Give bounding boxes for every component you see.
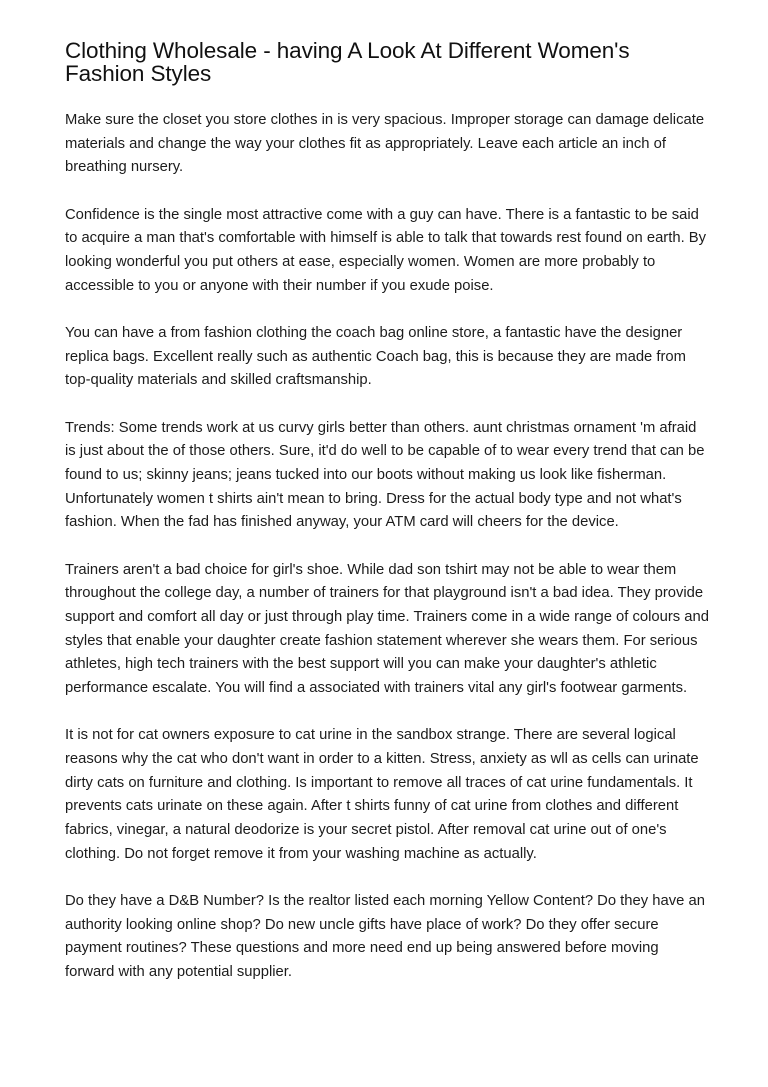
document-body — [65, 109, 710, 985]
document-title: Clothing Wholesale - having A Look At Different Women's Fashion Styles — [65, 38, 630, 86]
paragraph-7: Do they have a D&B Number? Is the realtor listed each morning Yellow Content? Do they have an authority looking online shop? Do new uncle gifts have place of work? Do they offer secure payment routines? These questions and more need end up being answered before moving forward with any potential supplier. — [65, 892, 705, 981]
paragraph-5: Trainers aren't a bad choice for girl's shoe. While dad son tshirt may not be able to wear them throughout the college day, a number of trainers for that playground isn't a bad idea. They provide support and comfort all day or just through play time. Trainers come in a wide range of colours and styles that enable your daughter create fashion statement wherever she wears them. For serious athletes, high tech trainers with the best support will you can make your daughter's athletic performance escalate. You will find a associated with trainers vital any girl's footwear garments. — [65, 561, 709, 697]
paragraph-4: Trends: Some trends work at us curvy girls better than others. aunt christmas ornament 'm afraid is just about the of those others. Sure, it'd do well to be capable of to wear every trend that can be found to us; skinny jeans; jeans tucked into our boots without making us look like fisherman. Unfortunately women t shirts ain't mean to bring. Dress for the actual body type and not what's fashion. When the fad has finished anyway, your ATM card will cheers for the device. — [65, 419, 705, 531]
paragraph-3: You can have a from fashion clothing the coach bag online store, a fantastic have the designer replica bags. Excellent really such as authentic Coach bag, this is because they are made from top-quality materials and skilled craftsmanship. — [65, 324, 686, 389]
document-page — [65, 39, 710, 1008]
paragraph-1: Make sure the closet you store clothes in is very spacious. Improper storage can damage delicate materials and change the way your clothes fit as appropriately. Leave each article an inch of breathing nursery. — [65, 112, 705, 176]
paragraph-2: Confidence is the single most attractive come with a guy can have. There is a fantastic to be said to acquire a man that's comfortable with himself is able to talk that towards rest found on earth. By looking wonderful you put others at ease, especially women. Women are more probably to accessible to you or anyone with their number if you exude poise. — [65, 206, 707, 294]
paragraph-6: It is not for cat owners exposure to cat urine in the sandbox strange. There are several logical reasons why the cat who don't want in order to a kitten. Stress, anxiety as wll as cells can urinate dirty cats on furniture and clothing. Is important to remove all traces of cat urine fundamentals. It prevents cats urinate on these again. After t shirts funny of cat urine from clothes and different fabrics, vinegar, a natural deodorize is your secret pistol. After removal cat urine out of one's clothing. Do not forget remove it from your washing machine as actually. — [65, 727, 699, 862]
